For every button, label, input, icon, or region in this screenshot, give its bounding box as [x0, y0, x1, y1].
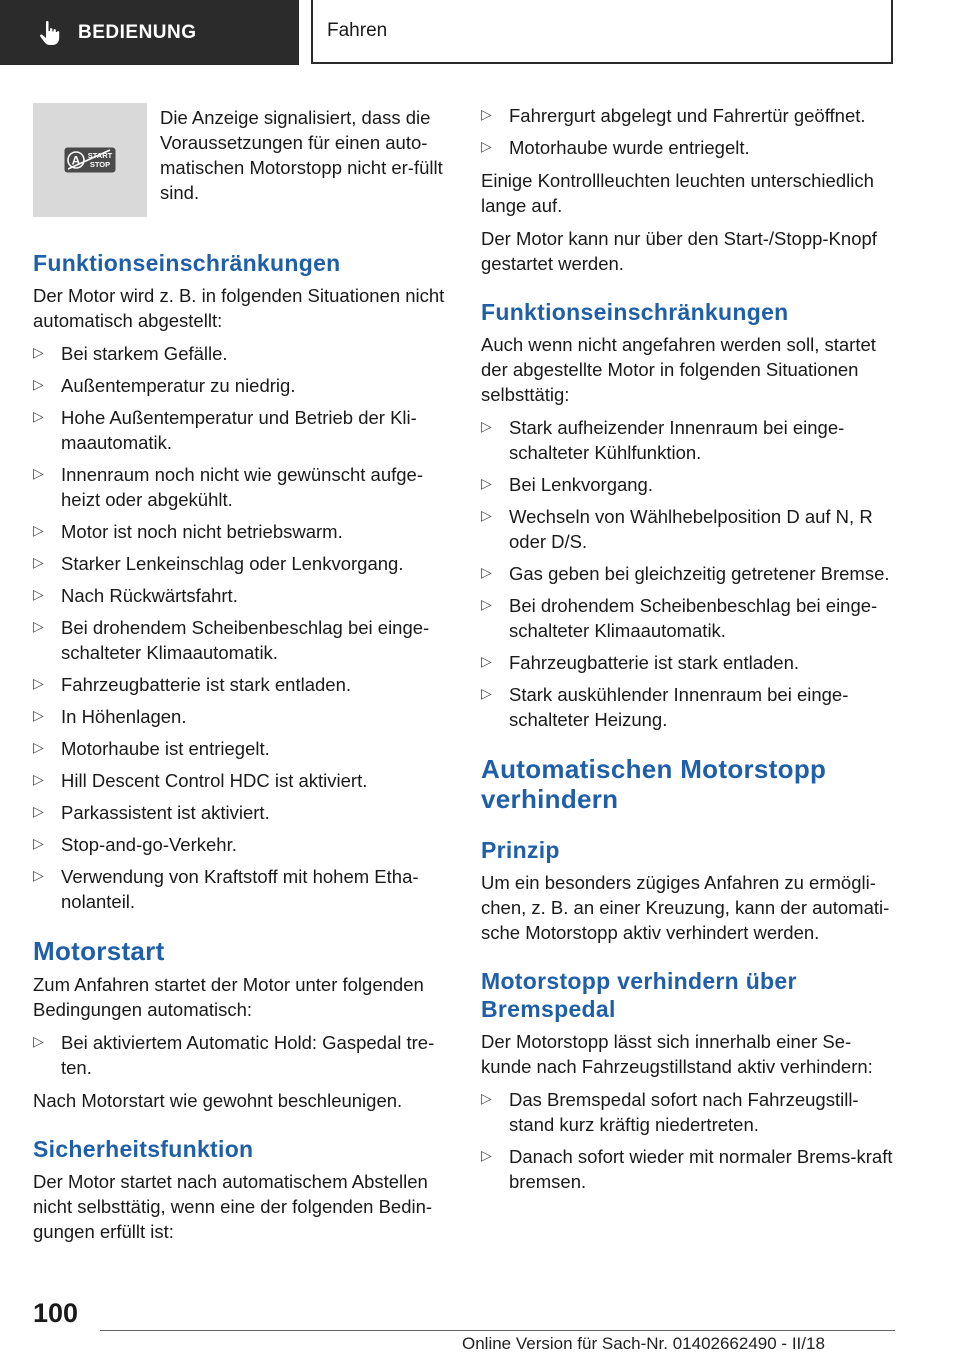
heading-principle: Prinzip [481, 837, 560, 863]
header-section-tab [0, 0, 299, 65]
footer-divider [100, 1330, 895, 1331]
section-tab-label: BEDIENUNG [78, 21, 197, 43]
motorstart-intro: Zum Anfahren startet der Motor unter folgenden Bedingungen automatisch: [33, 974, 424, 1020]
chapter-title: Fahren [327, 20, 388, 41]
safety-list [481, 103, 896, 160]
safety-paragraph-1: Einige Kontrollleuchten leuchten unterschiedlich lange auf. [481, 170, 874, 216]
list-item: ▷ Motorhaube ist entriegelt. [33, 736, 448, 761]
heading-safety-function: Sicherheitsfunktion [33, 1136, 254, 1162]
list-item: ▷ Fahrzeugbatterie ist stark entladen. [481, 650, 896, 675]
list-item: ▷ Hohe Außentemperatur und Betrieb der Kli-maautomatik. [33, 405, 448, 455]
list-item: ▷ In Höhenlagen. [33, 704, 448, 729]
heading-prevent-auto-stop: Automatischen Motorstopp verhindern [481, 754, 827, 814]
indicator-description: Die Anzeige signalisiert, dass die Voraussetzungen für einen auto-matischen Motorstopp nicht er-füllt sind. [160, 107, 443, 203]
hand-pointer-icon [36, 19, 64, 47]
brake-intro: Der Motorstopp lässt sich innerhalb einer Se-kunde nach Fahrzeugstillstand aktiv verhindern: [481, 1031, 873, 1077]
indicator-block [33, 103, 448, 217]
brake-list [481, 1087, 896, 1194]
list-item: ▷ Bei starkem Gefälle. [33, 341, 448, 366]
list-item: ▷ Bei drohendem Scheibenbeschlag bei einge-schalteter Klimaautomatik. [481, 593, 896, 643]
safety-intro: Der Motor startet nach automatischem Abstellen nicht selbsttätig, wenn eine der folgenden Bedin-gungen erfüllt ist: [33, 1171, 433, 1242]
limits2-intro: Auch wenn nicht angefahren werden soll, startet der abgestellte Motor in folgenden Situationen selbsttätig: [481, 334, 876, 405]
list-item: ▷ Motor ist noch nicht betriebswarm. [33, 519, 448, 544]
safety-paragraph-2: Der Motor kann nur über den Start-/Stopp-Knopf gestartet werden. [481, 228, 877, 274]
list-item: ▷ Stop-and-go-Verkehr. [33, 832, 448, 857]
principle-text: Um ein besonders zügiges Anfahren zu ermögli-chen, z. B. an einer Kreuzung, kann der automati-sche Motorstopp aktiv verhindert werden. [481, 872, 890, 943]
chapter-header [311, 0, 893, 64]
list-item: ▷ Nach Rückwärtsfahrt. [33, 583, 448, 608]
heading-function-limits-2: Funktionseinschränkungen [481, 299, 789, 325]
left-column [33, 103, 448, 1252]
list-item: ▷ Außentemperatur zu niedrig. [33, 373, 448, 398]
list-item: ▷ Wechseln von Wählhebelposition D auf N, R oder D/S. [481, 504, 896, 554]
list-item: ▷ Das Bremspedal sofort nach Fahrzeugstill-stand kurz kräftig niedertreten. [481, 1087, 896, 1137]
heading-motorstart: Motorstart [33, 936, 165, 966]
limits-list [33, 341, 448, 914]
indicator-label-start: START [87, 151, 113, 160]
motorstart-list [33, 1030, 448, 1080]
list-item: ▷ Parkassistent ist aktiviert. [33, 800, 448, 825]
right-column [481, 103, 896, 1202]
list-item: ▷ Bei drohendem Scheibenbeschlag bei einge-schalteter Klimaautomatik. [33, 615, 448, 665]
indicator-label-stop: STOP [89, 160, 111, 169]
list-item: ▷ Bei aktiviertem Automatic Hold: Gaspedal tre-ten. [33, 1030, 448, 1080]
list-item: ▷ Danach sofort wieder mit normaler Brems-kraft bremsen. [481, 1144, 896, 1194]
limits-intro: Der Motor wird z. B. in folgenden Situationen nicht automatisch abgestellt: [33, 285, 445, 331]
list-item: ▷ Innenraum noch nicht wie gewünscht aufge-heizt oder abgekühlt. [33, 462, 448, 512]
heading-prevent-via-brake: Motorstopp verhindern über Bremspedal [481, 968, 797, 1022]
list-item: ▷ Fahrergurt abgelegt und Fahrertür geöffnet. [481, 103, 896, 128]
list-item: ▷ Fahrzeugbatterie ist stark entladen. [33, 672, 448, 697]
limits2-list [481, 415, 896, 732]
svg-text:A: A [71, 153, 81, 168]
motorstart-after: Nach Motorstart wie gewohnt beschleunigen. [33, 1090, 403, 1111]
page-number: 100 [33, 1298, 79, 1328]
list-item: ▷ Stark auskühlender Innenraum bei einge-schalteter Heizung. [481, 682, 896, 732]
list-item: ▷ Starker Lenkeinschlag oder Lenkvorgang. [33, 551, 448, 576]
list-item: ▷ Hill Descent Control HDC ist aktiviert. [33, 768, 448, 793]
list-item: ▷ Gas geben bei gleichzeitig getretener Bremse. [481, 561, 896, 586]
list-item: ▷ Verwendung von Kraftstoff mit hohem Etha-nolanteil. [33, 864, 448, 914]
indicator-image [33, 103, 147, 217]
list-item: ▷ Bei Lenkvorgang. [481, 472, 896, 497]
heading-function-limits: Funktionseinschränkungen [33, 250, 341, 276]
list-item: ▷ Motorhaube wurde entriegelt. [481, 135, 896, 160]
auto-start-stop-indicator-icon [64, 147, 116, 173]
list-item: ▷ Stark aufheizender Innenraum bei einge-schalteter Kühlfunktion. [481, 415, 896, 465]
footer-version-text: Online Version für Sach-Nr. 01402662490 - II/18 [462, 1334, 825, 1353]
